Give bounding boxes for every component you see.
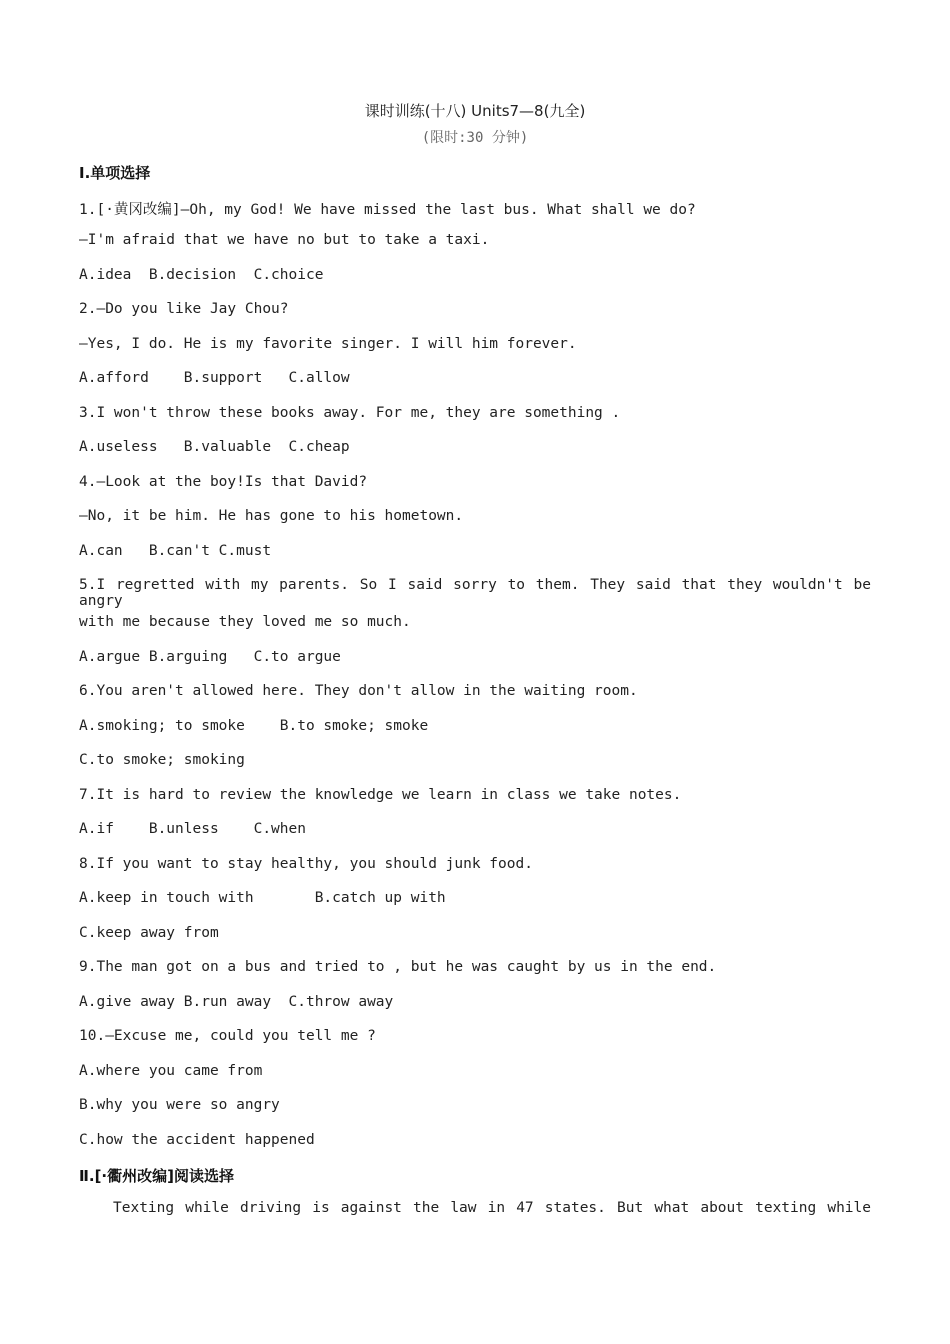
section-2-heading: Ⅱ.[·衢州改编]阅读选择 [79,1167,234,1185]
options-line: C.to smoke; smoking [79,752,245,768]
reading-paragraph: Texting while driving is against the law in 47 states. But what about texting while [113,1200,871,1216]
question-line: —Yes, I do. He is my favorite singer. I will him forever. [79,336,577,352]
question-line: 4.—Look at the boy!Is that David? [79,474,368,490]
options-line: A.idea B.decision C.choice [79,267,324,283]
options-line: C.how the accident happened [79,1132,315,1148]
question-line: —No, it be him. He has gone to his hometown. [79,508,464,524]
question-line: 2.—Do you like Jay Chou? [79,301,289,317]
question-line: —I'm afraid that we have no but to take a taxi. [79,232,490,248]
options-line: A.give away B.run away C.throw away [79,994,394,1010]
options-line: A.can B.can't C.must [79,543,272,559]
options-line: A.useless B.valuable C.cheap [79,439,350,455]
options-line: B.why you were so angry [79,1097,280,1113]
question-line: 1.[·黄冈改编]—Oh, my God! We have missed the last bus. What shall we do? [79,202,696,218]
question-line: 3.I won't throw these books away. For me, they are something . [79,405,621,421]
options-line: A.afford B.support C.allow [79,370,350,386]
options-line: A.keep in touch with B.catch up with [79,890,446,906]
question-line: 6.You aren't allowed here. They don't allow in the waiting room. [79,683,638,699]
question-line: with me because they loved me so much. [79,614,411,630]
page-title: 课时训练(十八) Units7—8(九全) [364,102,586,120]
question-line: 7.It is hard to review the knowledge we learn in class we take notes. [79,787,682,803]
question-line: 5.I regretted with my parents. So I said sorry to them. They said that they wouldn't be angry [79,577,871,609]
options-line: A.where you came from [79,1063,263,1079]
section-1-heading: Ⅰ.单项选择 [79,164,151,182]
options-line: C.keep away from [79,925,219,941]
question-line: 9.The man got on a bus and tried to , but he was caught by us in the end. [79,959,717,975]
options-line: A.if B.unless C.when [79,821,306,837]
options-line: A.argue B.arguing C.to argue [79,649,341,665]
question-line: 10.—Excuse me, could you tell me ? [79,1028,376,1044]
time-limit: (限时:30 分钟) [421,130,529,146]
options-line: A.smoking; to smoke B.to smoke; smoke [79,718,429,734]
question-line: 8.If you want to stay healthy, you should junk food. [79,856,533,872]
